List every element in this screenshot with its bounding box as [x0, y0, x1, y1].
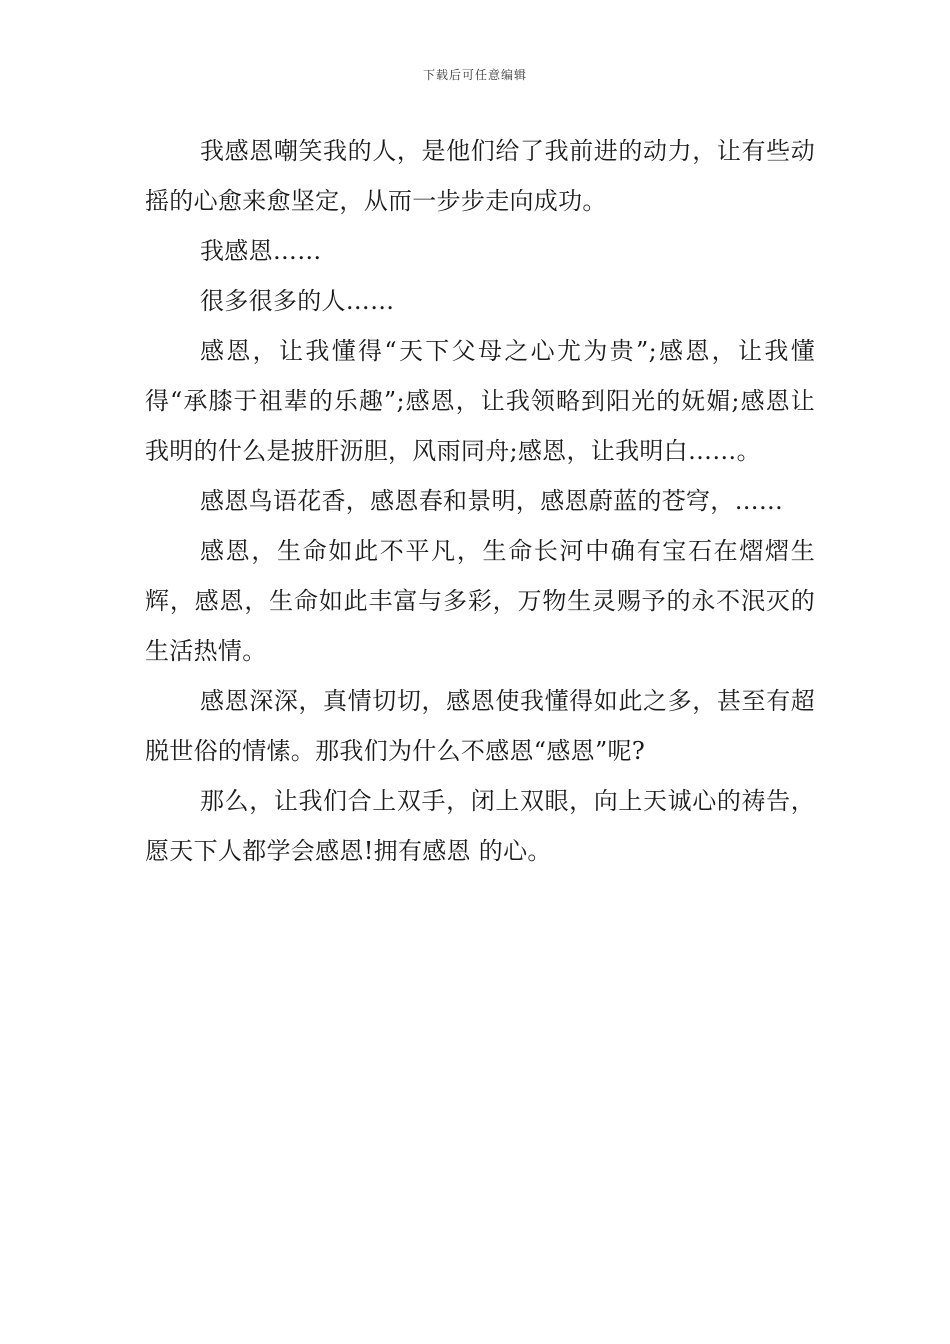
- page-header: 下载后可任意编辑: [422, 68, 527, 82]
- document-body: [145, 126, 815, 876]
- paragraph-gratitude-deep: 感恩深深，真情切切，感恩使我懂得如此之多，甚至有超脱世俗的情愫。那我们为什么不感恩“感恩”呢?: [145, 687, 815, 765]
- paragraph-gratitude-mockers: 我感恩嘲笑我的人，是他们给了我前进的动力，让有些动摇的心愈来愈坚定，从而一步步走向成功。: [145, 137, 815, 215]
- paragraph-many-people: 很多很多的人……: [200, 287, 395, 315]
- paragraph-gratitude-life: 感恩，生命如此不平凡，生命长河中确有宝石在熠熠生辉，感恩，生命如此丰富与多彩，万物生灵赐予的永不泯灭的生活热情。: [145, 537, 815, 665]
- paragraph-i-am-grateful: 我感恩……: [200, 237, 322, 265]
- paragraph-closing-prayer: 那么，让我们合上双手，闭上双眼，向上天诚心的祷告，愿天下人都学会感恩!拥有感恩 的心。: [145, 787, 815, 865]
- paragraph-gratitude-teaches: 感恩，让我懂得“天下父母之心尤为贵”;感恩，让我懂得“承膝于祖辈的乐趣”;感恩，让我领略到阳光的妩媚;感恩让我明的什么是披肝沥胆，风雨同舟;感恩，让我明白……。: [145, 337, 815, 465]
- paragraph-gratitude-nature: 感恩鸟语花香，感恩春和景明，感恩蔚蓝的苍穹，……: [200, 487, 784, 515]
